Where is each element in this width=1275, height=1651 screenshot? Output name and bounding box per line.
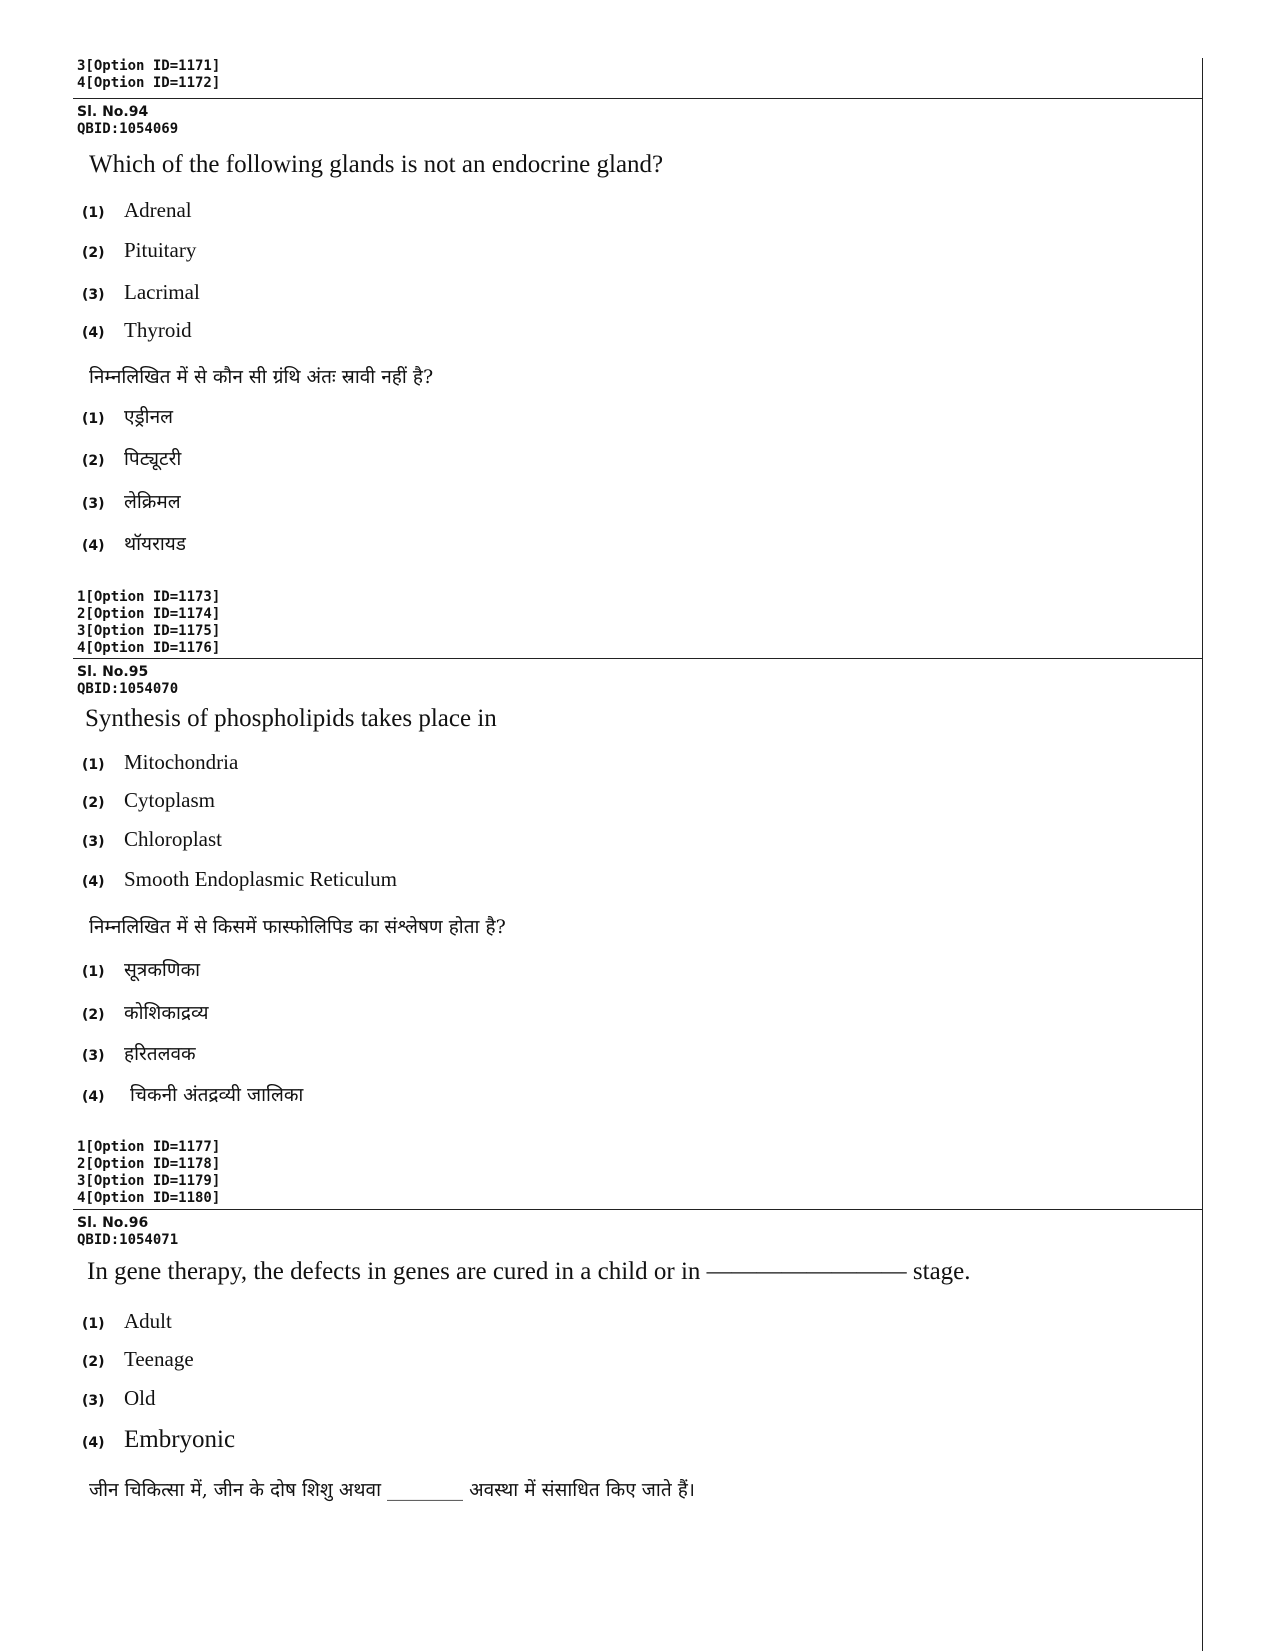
option-number: (3) [82,287,105,303]
option-text: Cytoplasm [124,788,216,812]
option-number: (2) [82,1007,105,1023]
option-text: Mitochondria [124,750,239,774]
option-number: (4) [82,1435,105,1451]
option-text: लेक्रिमल [124,491,181,513]
previous-question-tail [73,58,1202,99]
option-text: Thyroid [124,318,192,342]
option-number: (2) [82,795,105,811]
option-text: हरितलवक [124,1043,196,1065]
option-hi-2 [82,445,181,471]
question-text-hi: निम्नलिखित में से कौन सी ग्रंथि अंतः स्रावी नहीं है? [89,366,434,388]
option-text: थॉयरायड [124,533,186,555]
option-hi-1 [82,403,173,429]
option-number: (3) [82,1048,105,1064]
option-text: एड्रीनल [124,406,174,428]
option-id-line: 1[Option ID=1177] [77,1139,221,1155]
option-text: सूत्रकणिका [124,959,201,981]
option-number: (2) [82,453,105,469]
option-text: चिकनी अंतद्रव्यी जालिका [130,1084,304,1106]
option-number: (1) [82,411,105,427]
option-id-line: 4[Option ID=1180] [77,1190,221,1206]
option-hi-1 [82,956,200,982]
question-block-96 [73,1210,1202,1650]
question-text-hi: निम्नलिखित में से किसमें फास्फोलिपिड का संश्लेषण होता है? [89,916,506,938]
qbid: QBID:1054070 [77,681,179,697]
option-text: Pituitary [124,238,197,262]
option-number: (1) [82,964,105,980]
option-id-line: 2[Option ID=1174] [77,606,221,622]
serial-number: Sl. No.94 [77,104,149,120]
option-text: Smooth Endoplasmic Reticulum [124,867,397,891]
option-id-line: 3[Option ID=1171] [77,58,221,74]
question-block-95 [73,659,1202,1210]
option-hi-3 [82,488,181,514]
serial-number: Sl. No.95 [77,664,149,680]
option-hi-4 [82,530,186,556]
question-paper-page [73,58,1203,1651]
option-id-list [73,1139,220,1207]
option-id-line: 4[Option ID=1172] [77,75,221,91]
option-number: (2) [82,1354,105,1370]
option-en-4 [82,1426,235,1454]
question-text-en: Synthesis of phospholipids takes place in [85,705,497,732]
question-block-94 [73,99,1202,659]
option-en-2 [82,238,196,263]
option-en-1 [82,198,192,223]
option-en-3 [82,1386,156,1411]
option-id-line: 4[Option ID=1176] [77,640,221,656]
question-text-en: In gene therapy, the defects in genes are cured in a child or in ———————— stage. [87,1258,971,1285]
option-number: (1) [82,205,105,221]
question-text-en: Which of the following glands is not an endocrine gland? [89,151,664,178]
option-text: Adrenal [124,198,192,222]
option-id-line: 3[Option ID=1175] [77,623,221,639]
serial-number: Sl. No.96 [77,1215,149,1231]
option-en-4 [82,867,397,892]
option-text: Lacrimal [124,280,200,304]
qbid: QBID:1054071 [77,1232,179,1248]
option-text: कोशिकाद्रव्य [124,1002,209,1024]
option-hi-4 [82,1081,303,1107]
option-en-3 [82,280,200,305]
option-id-line: 2[Option ID=1178] [77,1156,221,1172]
option-number: (1) [82,1316,105,1332]
option-text: Teenage [124,1347,194,1371]
qbid: QBID:1054069 [77,121,179,137]
option-number: (3) [82,496,105,512]
option-number: (3) [82,834,105,850]
option-en-2 [82,1347,194,1372]
option-number: (4) [82,538,105,554]
option-number: (2) [82,245,105,261]
option-id-line: 1[Option ID=1173] [77,589,221,605]
option-id-line: 3[Option ID=1179] [77,1173,221,1189]
option-en-1 [82,1309,172,1334]
option-number: (1) [82,757,105,773]
option-hi-3 [82,1040,196,1066]
option-number: (4) [82,874,105,890]
question-text-hi: जीन चिकित्सा में, जीन के दोष शिशु अथवा ________ अवस्था में संसाधित किए जाते हैं। [89,1479,695,1501]
option-text: पिट्यूटरी [124,448,182,470]
option-en-3 [82,827,222,852]
option-number: (4) [82,1089,105,1105]
option-text: Embryonic [124,1426,236,1453]
option-hi-2 [82,999,208,1025]
option-en-2 [82,788,215,813]
option-text: Old [124,1386,156,1410]
option-text: Chloroplast [124,827,222,851]
option-en-1 [82,750,238,775]
option-number: (3) [82,1393,105,1409]
option-text: Adult [124,1309,172,1333]
option-number: (4) [82,325,105,341]
option-en-4 [82,318,192,343]
option-id-list [73,589,220,657]
